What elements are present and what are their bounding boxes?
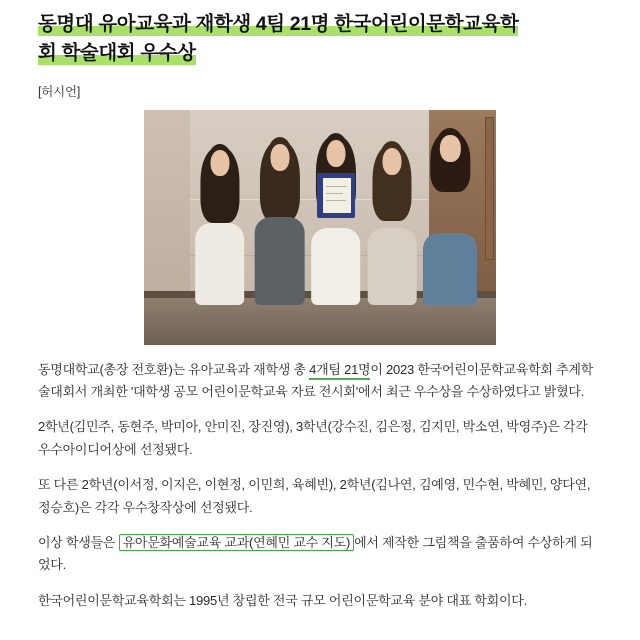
article-paragraph-4 [38, 532, 602, 577]
photo-person-4 [366, 138, 419, 305]
photo-person-1 [193, 140, 246, 305]
page-title-line-2: 회 학술대회 우수상 [38, 41, 196, 64]
paragraph-4-boxed-term: 유아문화예술교육 교과(연혜민 교수 지도) [119, 534, 354, 551]
photo-door-inner [485, 117, 494, 260]
person-5-head [440, 135, 460, 162]
person-5-top [423, 233, 477, 304]
paragraph-1-highlight: 4개팀 21명 [309, 362, 370, 380]
paragraph-3-text: 또 다른 2학년(이서정, 이지은, 이현정, 이민희, 육혜빈), 2학년(김나연, 김예영, 민수현, 박혜민, 양다연, 정승호)은 각각 우수창작상에 선정됐다. [38, 477, 591, 515]
paragraph-4-segment-1: 이상 학생들은 [38, 534, 119, 550]
photo-person-5 [422, 126, 478, 305]
article-paragraph-1 [38, 359, 602, 404]
article-paragraph-5 [38, 590, 602, 612]
person-2-head [270, 144, 289, 171]
certificate-paper [323, 178, 350, 213]
person-1-top [195, 223, 245, 305]
article-photo [144, 110, 496, 345]
paragraph-4-segment-3: 에서 제작한 그림책을 출품하여 수상하게 되었다. [38, 534, 593, 573]
person-3-top [311, 228, 361, 305]
person-4-head [383, 148, 402, 175]
article-paragraph-3 [38, 474, 602, 519]
article-photo-container [38, 110, 602, 345]
photo-person-3 [309, 131, 362, 305]
paragraph-1-segment-3: 이 2023 한국어린이문학교육학회 추계학술대회서 개최한 '대학생 공모 어린이문학교육 자료 전시회'에서 최근 우수상을 수상하였다고 밝혔다. [38, 361, 594, 400]
photo-left-panel [144, 110, 190, 303]
person-2-top [254, 217, 305, 305]
person-3-head [326, 140, 345, 168]
page-title-line-1: 동명대 유아교육과 재학생 4팀 21명 한국어린이문학교육학 [38, 13, 519, 35]
page-title [38, 10, 602, 68]
byline: [허시언] [38, 84, 81, 99]
paragraph-2-text: 2학년(김민주, 동현주, 박미아, 안미진, 장진영), 3학년(강수진, 김은정, 김지민, 박소연, 박영주)은 각각 우수아이디어상에 선정됐다. [38, 419, 588, 457]
person-4-top [368, 228, 417, 305]
paragraph-1-segment-1: 동명대학교(총장 전호환)는 유아교육과 재학생 총 [38, 361, 310, 377]
article-paragraph-2 [38, 416, 602, 461]
person-1-head [210, 150, 229, 176]
paragraph-5-text: 한국어린이문학교육학회는 1995년 창립한 전국 규모 어린이문학교육 분야 대표 학회이다. [38, 592, 527, 608]
photo-person-2 [253, 136, 306, 305]
